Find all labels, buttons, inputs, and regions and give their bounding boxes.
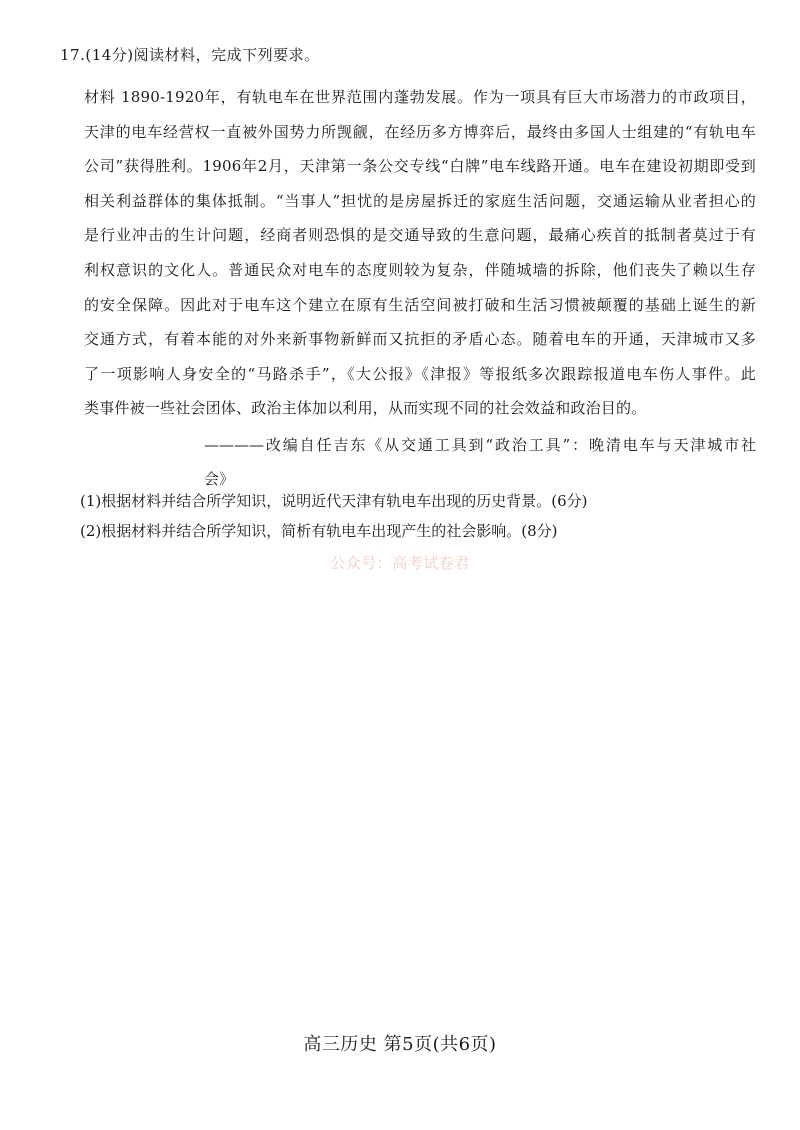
- material-line: 天津的电车经营权一直被外国势力所觊觎，在经历多方博弈后，最终由多国人士组建的“有轨电车: [84, 122, 756, 141]
- material-line: 交通方式，有着本能的对外来新事物新鲜而又抗拒的矛盾心态。随着电车的开通，天津城市又多: [84, 330, 756, 349]
- sub-question-1: (1)根据材料并结合所学知识，说明近代天津有轨电车出现的历史背景。(6分): [80, 492, 588, 510]
- material-line: 材料 1890-1920年，有轨电车在世界范围内蓬勃发展。作为一项具有巨大市场潜力的市政项目，: [84, 88, 756, 106]
- page-footer: 高三历史 第5页(共6页): [303, 1034, 497, 1055]
- sub-questions: [80, 486, 760, 546]
- material-line: 利权意识的文化人。普通民众对电车的态度则较为复杂，伴随城墙的拆除，他们丧失了赖以生存: [84, 260, 756, 279]
- material-line: 相关利益群体的集体抵制。“当事人”担忧的是房屋拆迁的家庭生活问题，交通运输从业者担心的: [84, 191, 756, 210]
- material-line: 是行业冲击的生计问题，经商者则恐惧的是交通导致的生意问题，最痛心疾首的抵制者莫过于有: [84, 226, 756, 245]
- sub-question-2: (2)根据材料并结合所学知识，简析有轨电车出现产生的社会影响。(8分): [80, 522, 558, 540]
- material-line: 类事件被一些社会团体、政治主体加以利用，从而实现不同的社会效益和政治目的。: [84, 399, 647, 418]
- material-passage: [84, 80, 756, 426]
- material-line: 了一项影响人身安全的“马路杀手”，《大公报》《津报》等报纸多次跟踪报道电车伤人事件。此: [84, 364, 756, 383]
- watermark-text: 公众号：高考试卷君: [330, 554, 470, 572]
- source-line-2: 会》: [204, 470, 235, 488]
- material-line: 的安全保障。因此对于电车这个建立在原有生活空间被打破和生活习惯被颠覆的基础上诞生的新: [84, 295, 756, 314]
- material-line: 公司”获得胜利。1906年2月，天津第一条公交专线“白牌”电车线路开通。电车在建设初期即受到: [84, 157, 756, 176]
- question-header: 17.(14分)阅读材料，完成下列要求。: [60, 46, 320, 64]
- source-line-1: ————改编自任吉东《从交通工具到“政治工具”：晚清电车与天津城市社: [204, 436, 756, 454]
